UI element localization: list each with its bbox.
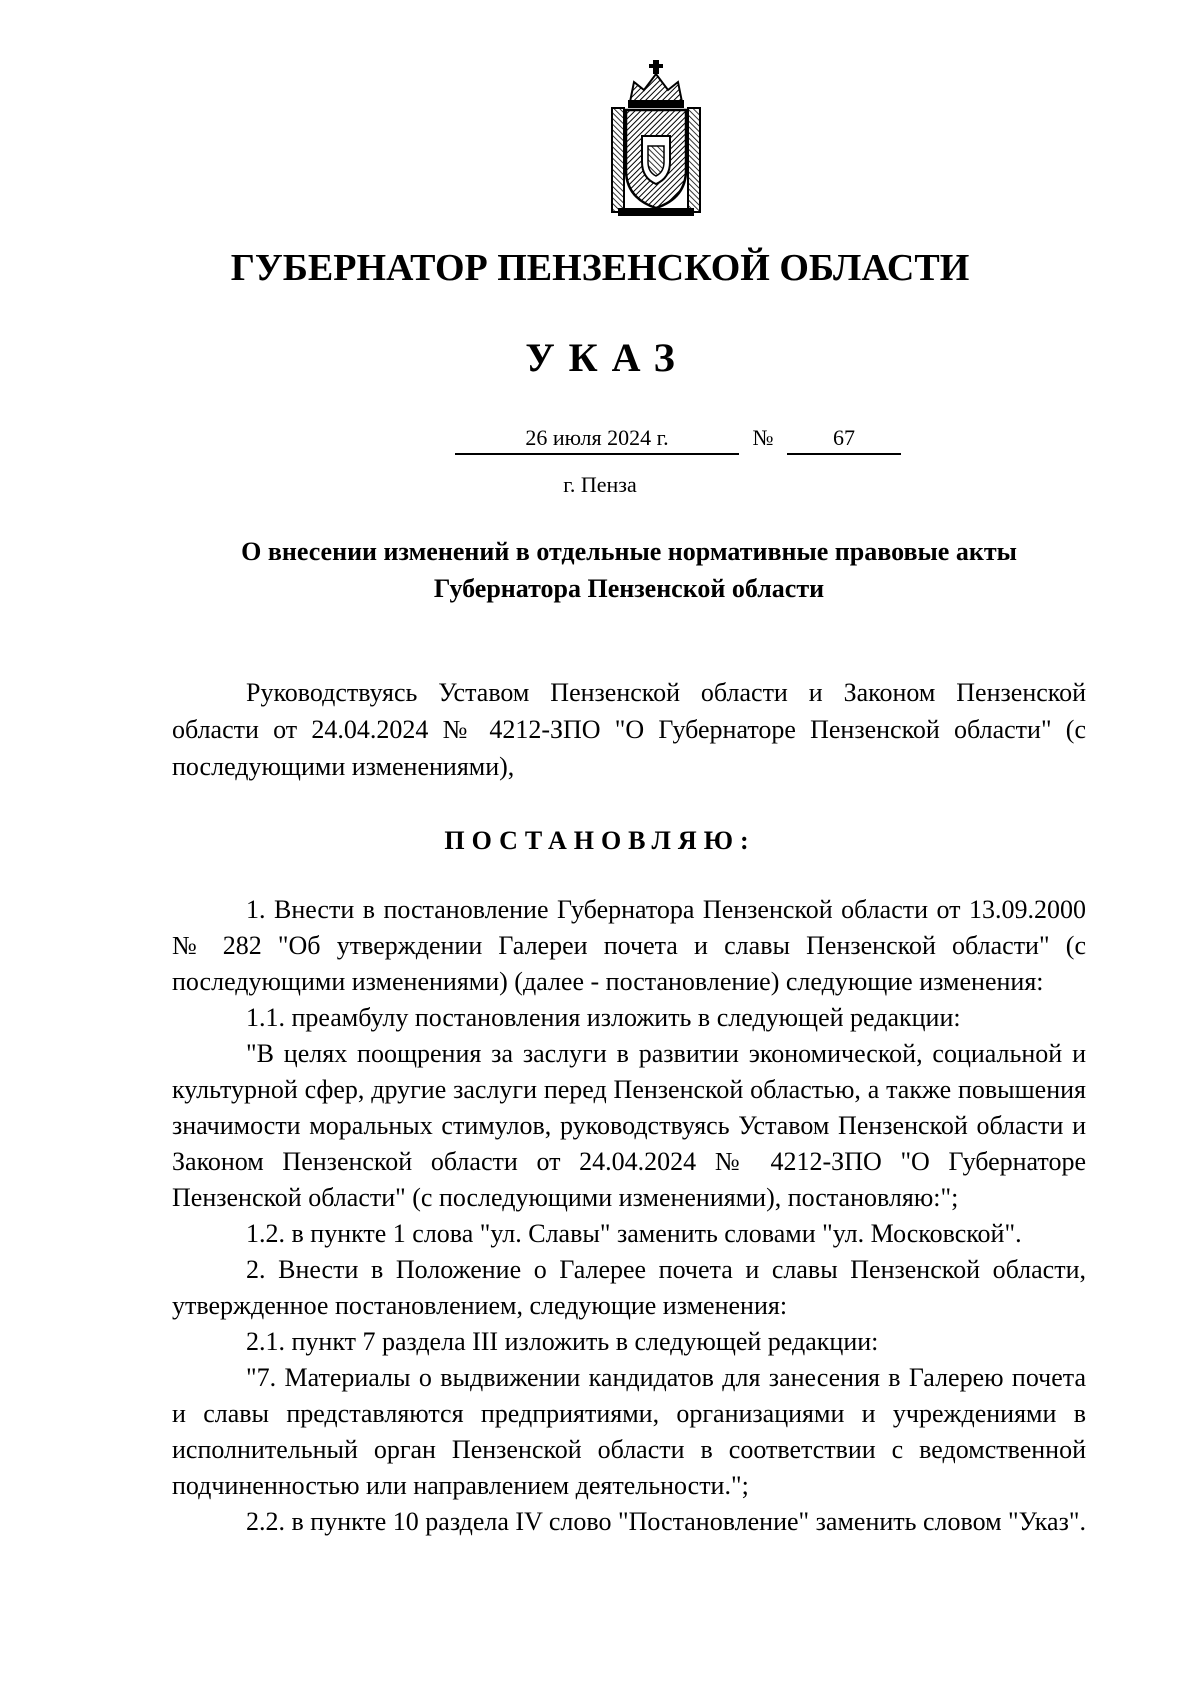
- document-number: 67: [787, 423, 901, 455]
- document-title-line-2: Губернатора Пензенской области: [433, 574, 825, 603]
- document-type: УКАЗ: [525, 335, 689, 380]
- paragraph-2-2: 2.2. в пункте 10 раздела IV слово "Постановление" заменить словом "Указ".: [246, 1507, 1086, 1536]
- paragraph-2-1: 2.1. пункт 7 раздела III изложить в следующей редакции:: [246, 1327, 879, 1356]
- preamble: Руководствуясь Уставом Пензенской области и Законом Пензенской области от 24.04.2024 № 4212-ЗПО "О Губернаторе Пензенской области" (с последующими изменениями),: [172, 678, 1086, 781]
- document-date: 26 июля 2024 г.: [455, 423, 739, 455]
- decree-content: [172, 892, 1086, 1540]
- paragraph-1-1: 1.1. преамбулу постановления изложить в следующей редакции:: [246, 1003, 961, 1032]
- paragraph-1: 1. Внести в постановление Губернатора Пензенской области от 13.09.2000 № 282 "Об утверждении Галереи почета и славы Пензенской области" (с последующими изменениями) (далее - постановление) следующие изменения:: [172, 895, 1086, 996]
- decree-word: ПОСТАНОВЛЯЮ:: [444, 826, 756, 855]
- coat-of-arms-emblem: [608, 58, 704, 218]
- document-title-line-1: О внесении изменений в отдельные нормативные правовые акты: [241, 537, 1017, 566]
- document-title: [172, 533, 1086, 607]
- issue-city: г. Пенза: [563, 472, 637, 497]
- number-sign: №: [752, 425, 774, 450]
- paragraph-1-2: 1.2. в пункте 1 слова "ул. Славы" заменить словами "ул. Московской".: [246, 1219, 1022, 1248]
- paragraph-2-1-text: "7. Материалы о выдвижении кандидатов для занесения в Галерею почета и славы представляются предприятиями, организациями и учреждениями в исполнительный орган Пензенской области в соответствии с ведомственной подчиненностью или направлением деятельности.";: [172, 1363, 1086, 1500]
- issuing-authority: ГУБЕРНАТОР ПЕНЗЕНСКОЙ ОБЛАСТИ: [230, 247, 970, 289]
- paragraph-2: 2. Внести в Положение о Галерее почета и славы Пензенской области, утвержденное постановлением, следующие изменения:: [172, 1255, 1086, 1320]
- paragraph-1-1-text: "В целях поощрения за заслуги в развитии экономической, социальной и культурной сфер, другие заслуги перед Пензенской областью, а также повышения значимости моральных стимулов, руководствуясь Уставом Пензенской области и Законом Пензенской области от 24.04.2024 № 4212-ЗПО "О Губернаторе Пензенской области" (с последующими изменениями), постановляю:";: [172, 1039, 1086, 1212]
